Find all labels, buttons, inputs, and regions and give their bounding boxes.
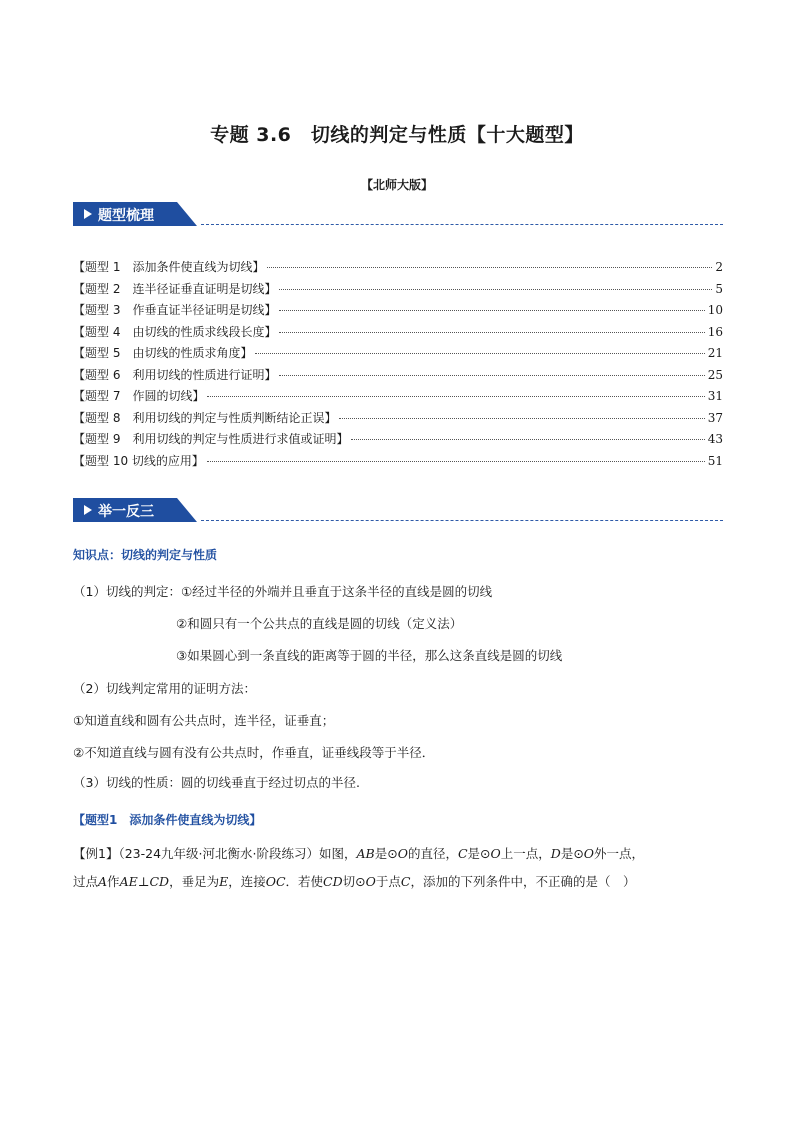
banner-label: 题型梳理 (98, 208, 154, 224)
toc-item[interactable]: 【题型 10 切线的应用】 51 (73, 453, 723, 468)
toc-item[interactable]: 【题型 8 利用切线的判定与性质判断结论正误】 37 (73, 410, 723, 425)
example-line-2: 过点A作AE⊥CD，垂足为E，连接OC．若使CD切⊙O于点C，添加的下列条件中，不正确的是（ ） (73, 874, 636, 889)
edition-label: 【北师大版】 (360, 178, 433, 192)
knowledge-line: ①知道直线和圆有公共点时，连半径，证垂直； (73, 713, 335, 728)
toc-item[interactable]: 【题型 5 由切线的性质求角度】 21 (73, 346, 723, 360)
banner-label: 举一反三 (98, 504, 154, 520)
example-problem (73, 840, 728, 896)
page-title: 专题 3.6 切线的判定与性质【十大题型】 (210, 124, 584, 146)
example-line-1: 【例1】（23-24九年级·河北衡水·阶段练习）如图，AB是⊙O的直径，C是⊙O上一点，D是⊙O外一点， (73, 846, 645, 861)
toc-item[interactable]: 【题型 4 由切线的性质求线段长度】 16 (73, 324, 723, 339)
toc-item[interactable]: 【题型 9 利用切线的判定与性质进行求值或证明】 43 (73, 432, 723, 446)
knowledge-line: ②和圆只有一个公共点的直线是圆的切线（定义法） (176, 616, 463, 631)
knowledge-heading: 知识点：切线的判定与性质 (73, 548, 218, 562)
section-banner-examples (73, 498, 723, 524)
toc-item[interactable]: 【题型 1 添加条件使直线为切线】 2 (73, 260, 723, 274)
play-triangle-icon (84, 505, 92, 515)
toc-item[interactable]: 【题型 7 作圆的切线】 31 (73, 389, 723, 403)
section-banner-overview (73, 202, 723, 228)
toc-item[interactable]: 【题型 3 作垂直证半径证明是切线】 10 (73, 303, 723, 317)
table-of-contents (73, 258, 723, 473)
knowledge-line: （1）切线的判定：①经过半径的外端并且垂直于这条半径的直线是圆的切线 (73, 584, 493, 599)
section-heading: 【题型1 添加条件使直线为切线】 (73, 813, 262, 827)
play-triangle-icon (84, 209, 92, 219)
dashed-divider (201, 520, 723, 521)
dashed-divider (201, 224, 723, 225)
knowledge-line: （3）切线的性质：圆的切线垂直于经过切点的半径. (73, 775, 360, 790)
knowledge-line: ②不知道直线与圆有没有公共点时，作垂直，证垂线段等于半径． (73, 745, 435, 760)
toc-item[interactable]: 【题型 6 利用切线的性质进行证明】 25 (73, 367, 723, 382)
toc-item[interactable]: 【题型 2 连半径证垂直证明是切线】 5 (73, 281, 723, 296)
knowledge-line: ③如果圆心到一条直线的距离等于圆的半径，那么这条直线是圆的切线 (176, 648, 563, 663)
knowledge-line: （2）切线判定常用的证明方法： (73, 681, 256, 696)
